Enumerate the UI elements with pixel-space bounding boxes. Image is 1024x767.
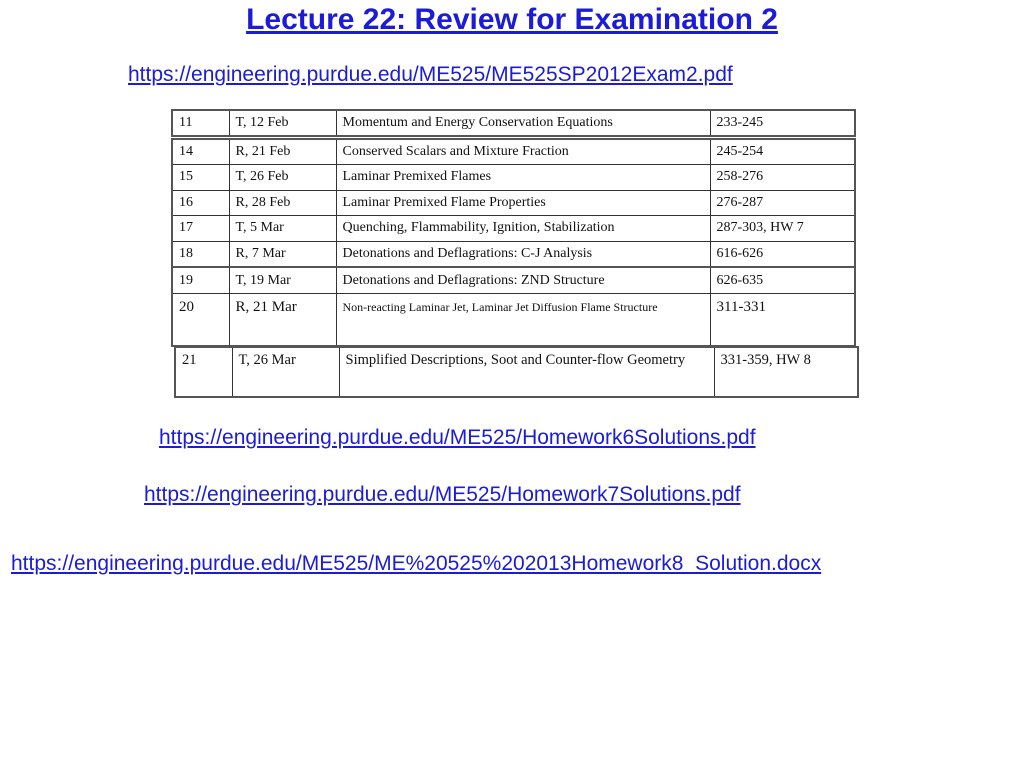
page-title: Lecture 22: Review for Examination 2 <box>246 3 778 36</box>
lecture-pages: 276-287 <box>710 190 855 216</box>
lecture-pages: 233-245 <box>710 110 855 136</box>
lecture-pages: 245-254 <box>710 139 855 165</box>
lecture-number: 15 <box>172 165 229 191</box>
table-row <box>172 190 855 216</box>
lecture-topic: Non-reacting Laminar Jet, Laminar Jet Diffusion Flame Structure <box>336 294 710 346</box>
lecture-date: R, 21 Feb <box>229 139 336 165</box>
lecture-pages: 616-626 <box>710 241 855 267</box>
homework-6-solutions-link[interactable]: https://engineering.purdue.edu/ME525/Homework6Solutions.pdf <box>159 426 756 449</box>
homework-7-solutions-link[interactable]: https://engineering.purdue.edu/ME525/Homework7Solutions.pdf <box>144 483 741 506</box>
table-row <box>172 139 855 165</box>
lecture-number: 11 <box>172 110 229 136</box>
lecture-pages: 258-276 <box>710 165 855 191</box>
lecture-number: 16 <box>172 190 229 216</box>
lecture-number: 18 <box>172 241 229 267</box>
lecture-date: T, 26 Feb <box>229 165 336 191</box>
table-row <box>172 294 855 346</box>
table-row <box>172 241 855 267</box>
lecture-topic: Detonations and Deflagrations: ZND Structure <box>336 267 710 294</box>
lecture-number: 21 <box>175 347 232 397</box>
lecture-topic: Conserved Scalars and Mixture Fraction <box>336 139 710 165</box>
lecture-date: T, 26 Mar <box>232 347 339 397</box>
lecture-number: 19 <box>172 267 229 294</box>
schedule-table-group-1 <box>171 109 856 137</box>
table-row <box>172 165 855 191</box>
lecture-number: 20 <box>172 294 229 346</box>
lecture-topic: Simplified Descriptions, Soot and Counter-flow Geometry <box>339 347 714 397</box>
table-row <box>172 110 855 136</box>
lecture-number: 14 <box>172 139 229 165</box>
lecture-topic: Detonations and Deflagrations: C-J Analysis <box>336 241 710 267</box>
lecture-topic: Laminar Premixed Flame Properties <box>336 190 710 216</box>
table-row <box>175 347 858 397</box>
lecture-date: T, 5 Mar <box>229 216 336 242</box>
lecture-topic: Quenching, Flammability, Ignition, Stabilization <box>336 216 710 242</box>
lecture-topic: Momentum and Energy Conservation Equations <box>336 110 710 136</box>
schedule-table-group-4 <box>174 346 859 398</box>
exam-link[interactable]: https://engineering.purdue.edu/ME525/ME525SP2012Exam2.pdf <box>128 63 733 86</box>
lecture-pages: 287-303, HW 7 <box>710 216 855 242</box>
lecture-date: R, 7 Mar <box>229 241 336 267</box>
lecture-pages: 626-635 <box>710 267 855 294</box>
homework-8-solution-link[interactable]: https://engineering.purdue.edu/ME525/ME%20525%202013Homework8_Solution.docx <box>11 552 822 575</box>
schedule-table-group-3 <box>171 266 856 347</box>
lecture-topic: Laminar Premixed Flames <box>336 165 710 191</box>
lecture-date: R, 21 Mar <box>229 294 336 346</box>
lecture-date: R, 28 Feb <box>229 190 336 216</box>
lecture-number: 17 <box>172 216 229 242</box>
lecture-date: T, 19 Mar <box>229 267 336 294</box>
lecture-pages: 311-331 <box>710 294 855 346</box>
schedule-table-group-2 <box>171 138 856 268</box>
table-row <box>172 216 855 242</box>
lecture-date: T, 12 Feb <box>229 110 336 136</box>
lecture-pages: 331-359, HW 8 <box>714 347 858 397</box>
table-row <box>172 267 855 294</box>
